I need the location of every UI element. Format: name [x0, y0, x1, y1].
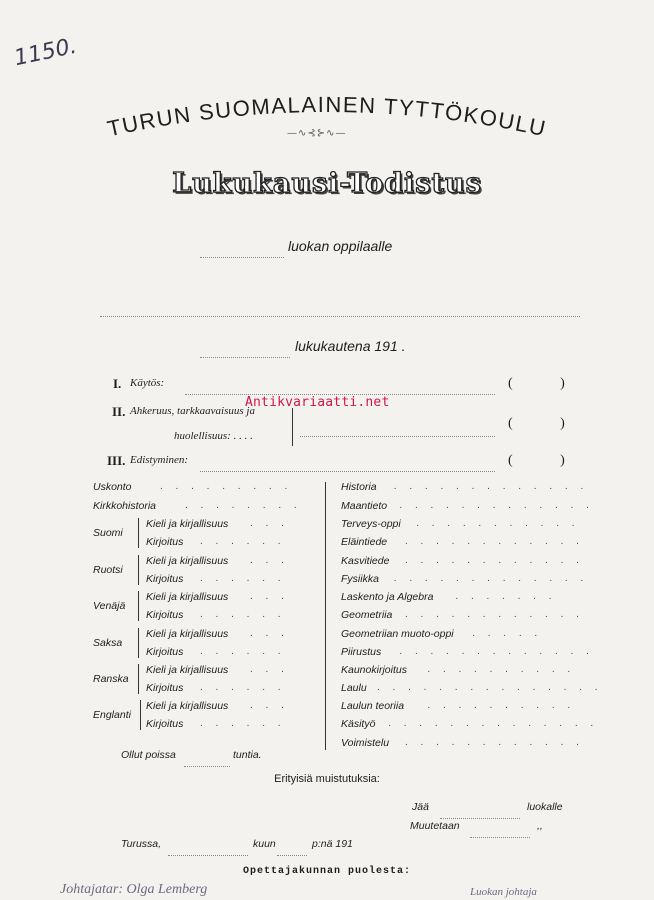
language-ranska-b: Kirjoitus: [146, 682, 184, 694]
language-saksa-a: Kieli ja kirjallisuus: [146, 628, 229, 640]
language-suomi-b: Kirjoitus: [146, 536, 184, 548]
class-line: luokan oppilaalle: [288, 238, 393, 254]
stays-field: [440, 806, 520, 819]
right-subject-dots: . . . . . . .: [455, 591, 557, 602]
dots: . . .: [250, 555, 289, 566]
right-subject-dots: . . . . . . . . . . . . .: [399, 500, 594, 511]
right-subject-dots: . . . . . . . . . . . . . . .: [377, 682, 603, 693]
right-subject-dots: . . . . . . . . . . .: [416, 518, 580, 529]
right-subject-dots: . . . . . . . . . . . . .: [399, 646, 594, 657]
subject-uskonto: Uskonto: [93, 481, 132, 493]
language-ranska: Ranska: [93, 673, 129, 685]
right-subject-label: Laulu: [341, 682, 367, 694]
language-saksa: Saksa: [93, 637, 123, 649]
dots: . . . . . .: [200, 682, 286, 693]
right-subject-label: Eläintiede: [341, 536, 388, 548]
language-ruotsi-b: Kirjoitus: [146, 573, 184, 585]
language-englanti-b: Kirjoitus: [146, 718, 184, 730]
column-divider: [325, 482, 326, 750]
language-saksa-b: Kirjoitus: [146, 646, 184, 658]
language-ruotsi-a: Kieli ja kirjallisuus: [146, 555, 229, 567]
language-venaja-b: Kirjoitus: [146, 609, 184, 621]
right-subject-label: Fysiikka: [341, 573, 379, 585]
right-subject-dots: . . . . . . . . . . . .: [405, 609, 584, 620]
section-grade-2: ( ): [508, 416, 587, 431]
language-englanti-brace: [140, 700, 141, 730]
ornament-divider: —∿⊰⊱∿—: [287, 128, 347, 139]
right-subject-label: Voimistelu: [341, 737, 390, 749]
subject-kirkkohistoria-dots: . . . . . . . .: [185, 500, 302, 511]
right-subject-dots: . . . . . . . . . . . . .: [393, 481, 589, 492]
dots: . . .: [250, 628, 289, 639]
section-numeral-2: II.: [112, 404, 126, 419]
right-subject-label: Laulun teoriia: [341, 700, 405, 712]
right-subject-label: Geometriian muoto-oppi: [341, 628, 454, 640]
dots: . . .: [250, 591, 289, 602]
dots: . . . . . .: [200, 609, 286, 620]
right-subject-dots: . . . . . . . . . . . . .: [393, 573, 589, 584]
month-field: [277, 843, 307, 856]
section-label-3: Edistyminen:: [130, 454, 189, 466]
language-suomi-brace: [138, 518, 139, 548]
right-subject-label: Piirustus: [341, 646, 382, 658]
language-suomi: Suomi: [93, 527, 123, 539]
absent-label: Ollut poissa: [121, 749, 176, 761]
name-dotted-field: [100, 304, 580, 317]
place-day: p:nä 191: [312, 838, 353, 850]
place-month: kuun: [253, 838, 276, 850]
absent-unit: tuntia.: [233, 749, 262, 761]
dots: . . . . . .: [200, 646, 286, 657]
signature-left: Johtajatar: Olga Lemberg: [60, 882, 208, 897]
dots: . . . . . .: [200, 536, 286, 547]
section-field-2: [300, 424, 495, 437]
language-venaja: Venäjä: [93, 600, 126, 612]
language-venaja-brace: [138, 591, 139, 621]
dots: . . .: [250, 664, 289, 675]
language-suomi-a: Kieli ja kirjallisuus: [146, 518, 229, 530]
right-subject-dots: . . . . . . . . . . . .: [405, 555, 584, 566]
school-name-text: TURUN SUOMALAINEN TYTTÖKOULU: [105, 91, 549, 142]
right-subject-label: Geometriia: [341, 609, 393, 621]
stays-label: Jää: [412, 801, 429, 813]
moved-label: Muutetaan: [410, 820, 460, 832]
right-subject-dots: . . . . . . . . . . . .: [405, 737, 584, 748]
right-subject-label: Maantieto: [341, 500, 388, 512]
language-saksa-brace: [138, 628, 139, 658]
dots: . . .: [250, 700, 289, 711]
right-subject-dots: . . . . .: [472, 628, 543, 639]
section-field-3: [200, 459, 495, 472]
language-ranska-a: Kieli ja kirjallisuus: [146, 664, 229, 676]
language-ruotsi-brace: [138, 555, 139, 585]
right-subject-label: Historia: [341, 481, 377, 493]
right-subject-dots: . . . . . . . . . . . .: [405, 536, 584, 547]
language-ranska-brace: [138, 664, 139, 694]
class-dotted-field: [200, 245, 284, 258]
dots: . . . . . .: [200, 718, 286, 729]
term-line: lukukautena 191 .: [295, 338, 406, 354]
section-numeral-3: III.: [107, 453, 126, 468]
dots: . . .: [250, 518, 289, 529]
section-numeral-1: I.: [113, 376, 122, 391]
right-subject-dots: . . . . . . . . . .: [427, 664, 576, 675]
section-label-2b: huolellisuus: . . . .: [174, 430, 253, 442]
signature-right: Luokan johtaja: [470, 886, 537, 898]
language-venaja-a: Kieli ja kirjallisuus: [146, 591, 229, 603]
section-grade-3: ( ): [508, 453, 587, 468]
section-field-1: [185, 382, 495, 395]
document-title: Lukukausi-Todistus: [172, 168, 482, 199]
right-subject-label: Käsityö: [341, 718, 376, 730]
moved-mark: ,,: [537, 820, 543, 832]
right-subject-dots: . . . . . . . . . .: [427, 700, 576, 711]
section-2-brace: [292, 408, 293, 446]
term-dotted-field: [200, 345, 290, 358]
handwritten-number: 1150.: [12, 33, 79, 72]
language-ruotsi: Ruotsi: [93, 564, 123, 576]
place-city: Turussa,: [121, 838, 162, 850]
subject-uskonto-dots: . . . . . . . . .: [160, 481, 293, 492]
section-label-2: Ahkeruus, tarkkaavaisuus ja: [130, 405, 255, 417]
language-englanti-a: Kieli ja kirjallisuus: [146, 700, 229, 712]
dots: . . . . . .: [200, 573, 286, 584]
right-subject-label: Terveys-oppi: [341, 518, 401, 530]
absent-field: [184, 754, 230, 767]
date-field: [168, 843, 248, 856]
right-subject-label: Laskento ja Algebra: [341, 591, 434, 603]
section-grade-1: ( ): [508, 376, 587, 391]
section-label-1: Käytös:: [130, 377, 165, 389]
subject-kirkkohistoria: Kirkkohistoria: [93, 500, 157, 512]
watermark: Antikvariaatti.net: [245, 395, 390, 410]
right-subject-label: Kaunokirjoitus: [341, 664, 407, 676]
faculty-label: Opettajakunnan puolesta:: [242, 866, 412, 877]
remarks-label: Erityisiä muistutuksia:: [274, 773, 380, 785]
stays-unit: luokalle: [527, 801, 563, 813]
moved-field: [470, 825, 530, 838]
right-subject-dots: . . . . . . . . . . . . . .: [388, 718, 599, 729]
right-subject-label: Kasvitiede: [341, 555, 390, 567]
language-englanti: Englanti: [93, 709, 131, 721]
